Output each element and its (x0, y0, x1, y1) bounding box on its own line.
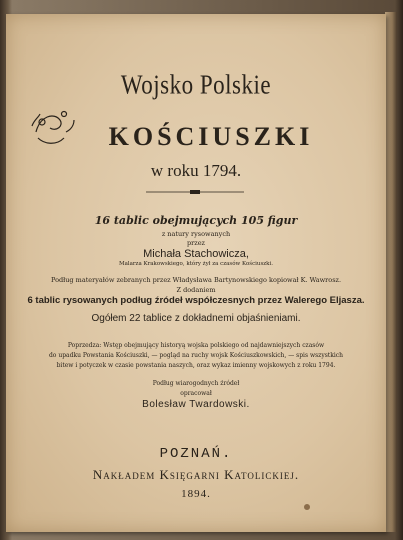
ink-stain-mark (302, 502, 312, 512)
ornamental-divider-icon (146, 190, 244, 194)
total-line: Ogółem 22 tablice z dokładnemi objaśnieniami. (91, 313, 301, 324)
sources-line: Podług materyałów zebranych przez Władysława Bartynowskiego kopiował K. Wawrosz. (50, 276, 342, 284)
sources2-line: Podług wiarogodnych źródeł (152, 380, 240, 387)
addition-line: Z dodaniem (176, 286, 216, 294)
title-line-3: w roku 1794. (150, 161, 242, 180)
preface-line-1: Poprzedza: Wstęp obejmujący historyą wojska polskiego od najdawniejszych czasów (67, 342, 325, 349)
preface-line-2: do upadku Powstania Kościuszki, — pogląd na ruchy wojsk Kościuszkowskich, — spis wszystkich (48, 352, 344, 359)
title-page (6, 14, 386, 532)
imprint-city: POZNAŃ. (159, 446, 233, 462)
imprint-publisher: Nakładem Księgarni Katolickiej. (92, 467, 300, 482)
author-note: Malarza Krakowskiego, który żył za czasów Kościuszki. (118, 261, 274, 267)
page-edges (385, 12, 397, 532)
preface-line-3: bitew i potyczek w czasie powstania naszych, oraz wykaz imienny wojskowych z roku 1794. (56, 362, 336, 369)
edited-line: opracował (180, 390, 212, 397)
plates6-line: 6 tablic rysowanych podług źródeł współczesnych przez Walerego Eljasza. (27, 295, 365, 306)
drawn-from-line: z natury rysowanych (161, 230, 231, 238)
plates-line: 16 tablic obejmujących 105 figur (94, 214, 298, 227)
title-line-2: KOŚCIUSZKI (108, 122, 314, 151)
author-name: Michała Stachowicza, (143, 248, 249, 260)
editor-name: Bolesław Twardowski. (142, 399, 250, 410)
imprint-year: 1894. (181, 488, 211, 500)
title-line-1: Wojsko Polskie (120, 69, 272, 100)
by-line: przez (187, 239, 205, 247)
